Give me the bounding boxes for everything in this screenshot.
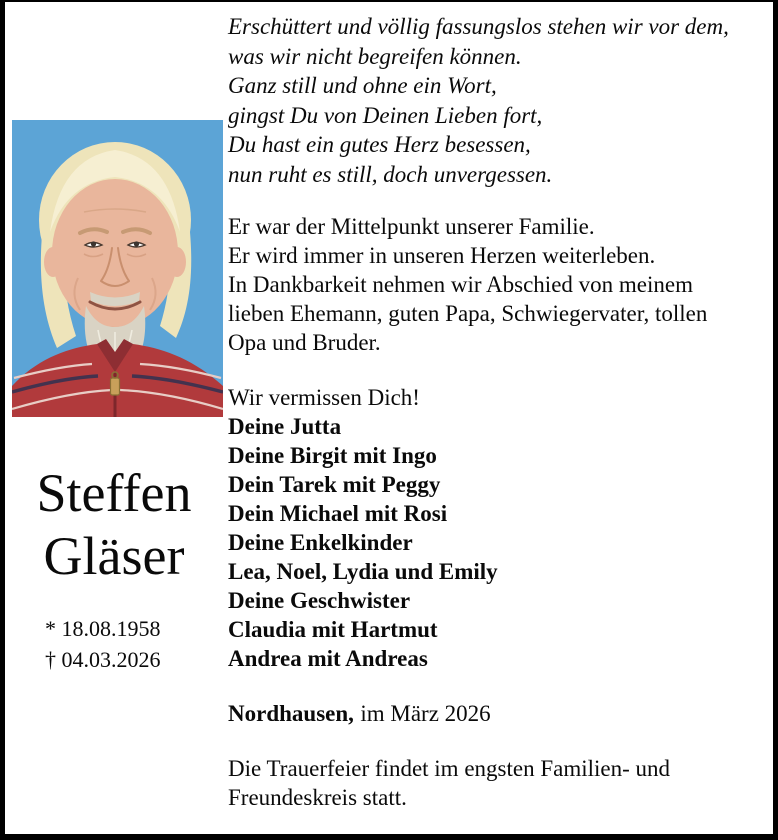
tribute-line: Er wird immer in unseren Herzen weiterleben. [228, 243, 656, 268]
mourner-line: Deine Enkelkinder [228, 530, 413, 555]
poem-line: Du hast ein gutes Herz besessen, [228, 132, 531, 157]
poem-line: was wir nicht begreifen können. [228, 43, 522, 69]
poem-line: gingst Du von Deinen Lieben fort, [228, 102, 543, 128]
birth-date: * 18.08.1958 [45, 616, 161, 641]
zipper-pull [111, 378, 120, 395]
pupil-right [134, 241, 139, 246]
memorial-poem [228, 12, 776, 189]
deceased-last-name: Gläser [43, 526, 185, 586]
mourner-line: Dein Tarek mit Peggy [228, 472, 441, 497]
funeral-info-line: Freundeskreis statt. [228, 785, 407, 810]
deceased-name [8, 462, 220, 588]
notice-date: im März 2026 [360, 701, 491, 726]
mourner-line: Deine Jutta [228, 414, 342, 439]
farewell-line: Wir vermissen Dich! [228, 385, 420, 410]
notice-text-column [228, 12, 776, 812]
deceased-first-name: Steffen [36, 463, 192, 523]
death-date: † 04.03.2026 [45, 646, 161, 672]
life-dates [45, 614, 161, 675]
funeral-info-line: Die Trauerfeier findet im engsten Familien- und [228, 756, 671, 781]
tribute-line: In Dankbarkeit nehmen wir Abschied von meinem [228, 272, 693, 297]
poem-line: Ganz still und ohne ein Wort, [228, 73, 497, 98]
place-name: Nordhausen, [228, 701, 354, 726]
mourner-line: Deine Birgit mit Ingo [228, 443, 437, 468]
tribute-line: Opa und Bruder. [228, 330, 381, 355]
tribute-line: Er war der Mittelpunkt unserer Familie. [228, 214, 595, 239]
mourner-line: Claudia mit Hartmut [228, 617, 438, 642]
mourner-line: Dein Michael mit Rosi [228, 501, 448, 526]
mourner-line: Andrea mit Andreas [228, 646, 428, 671]
tribute-text [228, 212, 776, 357]
funeral-info [228, 754, 776, 812]
mourner-line: Lea, Noel, Lydia und Emily [228, 559, 498, 584]
portrait-illustration [12, 120, 223, 417]
poem-line: Erschüttert und völlig fassungslos stehen wir vor dem, [228, 14, 729, 39]
mourners-list [228, 383, 776, 673]
portrait-photo [12, 120, 223, 417]
mourner-line: Deine Geschwister [228, 588, 411, 613]
poem-line: nun ruht es still, doch unvergessen. [228, 161, 553, 187]
pupil-left [91, 241, 96, 246]
place-dateline [228, 699, 776, 728]
tribute-line: lieben Ehemann, guten Papa, Schwiegervater, tollen [228, 301, 708, 326]
